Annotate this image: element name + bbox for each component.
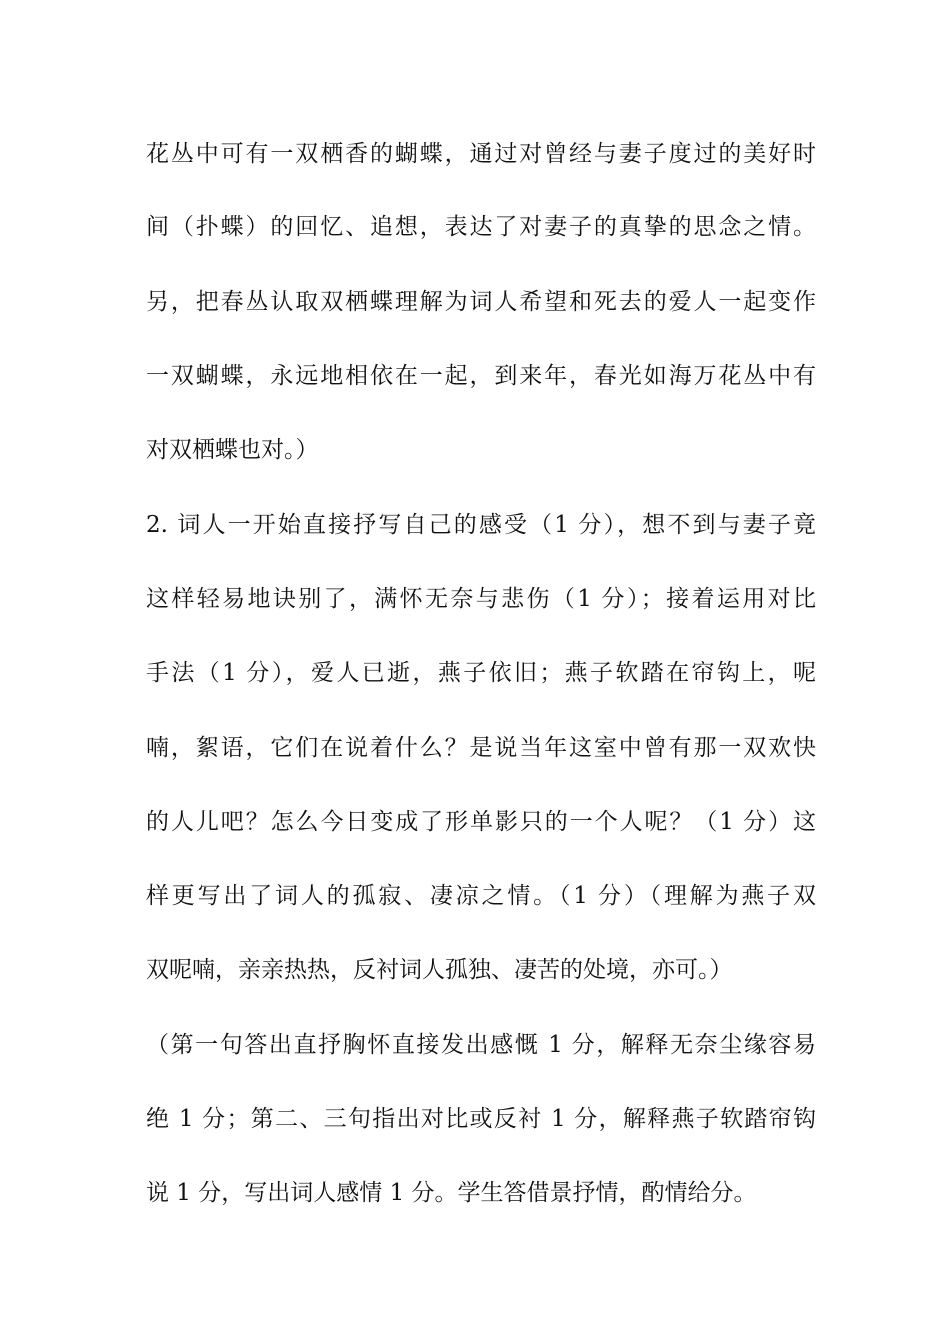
text-line-2: 间（扑蝶）的回忆、追想，表达了对妻子的真挚的思念之情。 <box>146 214 816 240</box>
text-line-15: 说 1 分，写出词人感情 1 分。学生答借景抒情，酌情给分。 <box>146 1180 757 1206</box>
text-line-5: 对双栖蝶也对。） <box>146 437 319 463</box>
text-line-8: 手法（1 分），爱人已逝，燕子依旧；燕子软踏在帘钩上，呢 <box>146 660 816 686</box>
text-line-6: 2. 词人一开始直接抒写自己的感受（1 分），想不到与妻子竟 <box>146 512 816 538</box>
text-line-4: 一双蝴蝶，永远地相依在一起，到来年，春光如海万花丛中有 <box>146 363 816 389</box>
text-line-9: 喃，絮语，它们在说着什么？是说当年这室中曾有那一双欢快 <box>146 735 816 761</box>
text-line-3: 另，把春丛认取双栖蝶理解为词人希望和死去的爱人一起变作 <box>146 289 816 315</box>
text-line-12: 双呢喃，亲亲热热，反衬词人孤独、凄苦的处境，亦可。） <box>146 957 733 983</box>
text-line-1: 花丛中可有一双栖香的蝴蝶，通过对曾经与妻子度过的美好时 <box>146 141 816 167</box>
text-line-14: 绝 1 分；第二、三句指出对比或反衬 1 分，解释燕子软踏帘钩 <box>146 1106 816 1132</box>
text-line-11: 样更写出了词人的孤寂、凄凉之情。（1 分）（理解为燕子双 <box>146 883 816 909</box>
text-line-7: 这样轻易地诀别了，满怀无奈与悲伤（1 分）；接着运用对比 <box>146 586 816 612</box>
text-line-10: 的人儿吧？怎么今日变成了形单影只的一个人呢？（1 分）这 <box>146 809 816 835</box>
text-line-13: （第一句答出直抒胸怀直接发出感慨 1 分，解释无奈尘缘容易 <box>146 1032 816 1058</box>
